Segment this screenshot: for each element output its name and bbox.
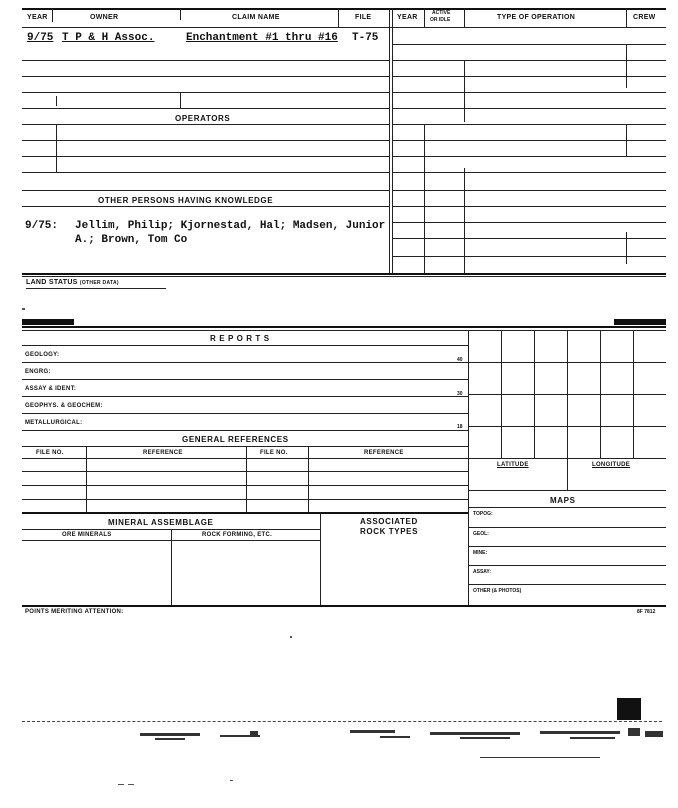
section-divider — [389, 8, 390, 274]
report-geology: GEOLOGY: — [25, 352, 60, 358]
form-code: 8F 7812 — [637, 609, 656, 615]
header-owner: OWNER — [90, 14, 119, 21]
header-year: YEAR — [27, 14, 48, 21]
other-persons-line2: A.; Brown, Tom Co — [75, 234, 188, 246]
header-underline — [22, 27, 666, 28]
black-mark-left — [22, 319, 74, 325]
other-persons-date: 9/75: — [25, 220, 59, 232]
ref-file-no-2: FILE NO. — [260, 450, 288, 456]
ref-file-no-1: FILE NO. — [36, 450, 64, 456]
other-persons-line1: Jellim, Philip; Kjornestad, Hal; Madsen, Junior — [75, 220, 386, 232]
top-border — [22, 8, 666, 10]
header-crew: CREW — [633, 14, 656, 21]
land-status-label — [26, 279, 119, 286]
other-persons-heading: OTHER PERSONS HAVING KNOWLEDGE — [98, 196, 274, 205]
report-geophys: GEOPHYS. & GEOCHEM: — [25, 403, 103, 409]
mineral-assemblage-heading: MINERAL ASSEMBLAGE — [108, 518, 214, 527]
header-year-right: YEAR — [397, 14, 418, 21]
header-or-idle: OR IDLE — [430, 17, 451, 23]
operators-heading: OPERATORS — [175, 114, 231, 123]
entry-claim-name: Enchantment #1 thru #16 — [186, 32, 338, 44]
land-status-sub: (OTHER DATA) — [79, 280, 119, 286]
report-tick-2: 30 — [457, 391, 463, 397]
longitude-label: LONGITUDE — [592, 462, 631, 468]
maps-assay: ASSAY: — [473, 569, 492, 575]
header-type-of-operation: TYPE OF OPERATION — [497, 14, 576, 21]
black-square-mark — [617, 698, 641, 720]
associated-heading-1: ASSOCIATED — [360, 517, 418, 526]
points-meriting-attention: POINTS MERITING ATTENTION: — [25, 609, 124, 615]
ore-minerals-label: ORE MINERALS — [62, 532, 112, 538]
ref-reference-1: REFERENCE — [143, 450, 183, 456]
scan-noise — [100, 725, 670, 765]
header-active: ACTIVE — [432, 10, 451, 16]
associated-heading-2: ROCK TYPES — [360, 527, 419, 536]
reports-heading: R E P O R T S — [210, 334, 270, 343]
entry-year: 9/75 — [27, 32, 54, 44]
maps-mine: MINE: — [473, 550, 488, 556]
report-assay: ASSAY & IDENT: — [25, 386, 77, 392]
header-claim-name: CLAIM NAME — [232, 14, 280, 21]
report-engrg: ENGRG: — [25, 369, 51, 375]
latitude-label: LATITUDE — [497, 462, 529, 468]
header-file: FILE — [355, 14, 372, 21]
maps-heading: MAPS — [550, 496, 576, 505]
report-tick-3: 18 — [457, 424, 463, 430]
report-tick-1: 40 — [457, 357, 463, 363]
ref-reference-2: REFERENCE — [364, 450, 404, 456]
maps-geol: GEOL: — [473, 531, 489, 537]
general-references-heading: GENERAL REFERENCES — [182, 435, 289, 444]
entry-owner: T P & H Assoc. — [62, 32, 155, 44]
maps-other: OTHER (& PHOTOS) — [473, 588, 522, 594]
rock-forming-label: ROCK FORMING, ETC. — [202, 532, 273, 538]
land-status-text: LAND STATUS — [26, 279, 78, 286]
report-metallurgical: METALLURGICAL: — [25, 420, 83, 426]
black-mark-right — [614, 319, 666, 325]
entry-file: T-75 — [352, 32, 379, 44]
maps-topog: TOPOG: — [473, 511, 493, 517]
